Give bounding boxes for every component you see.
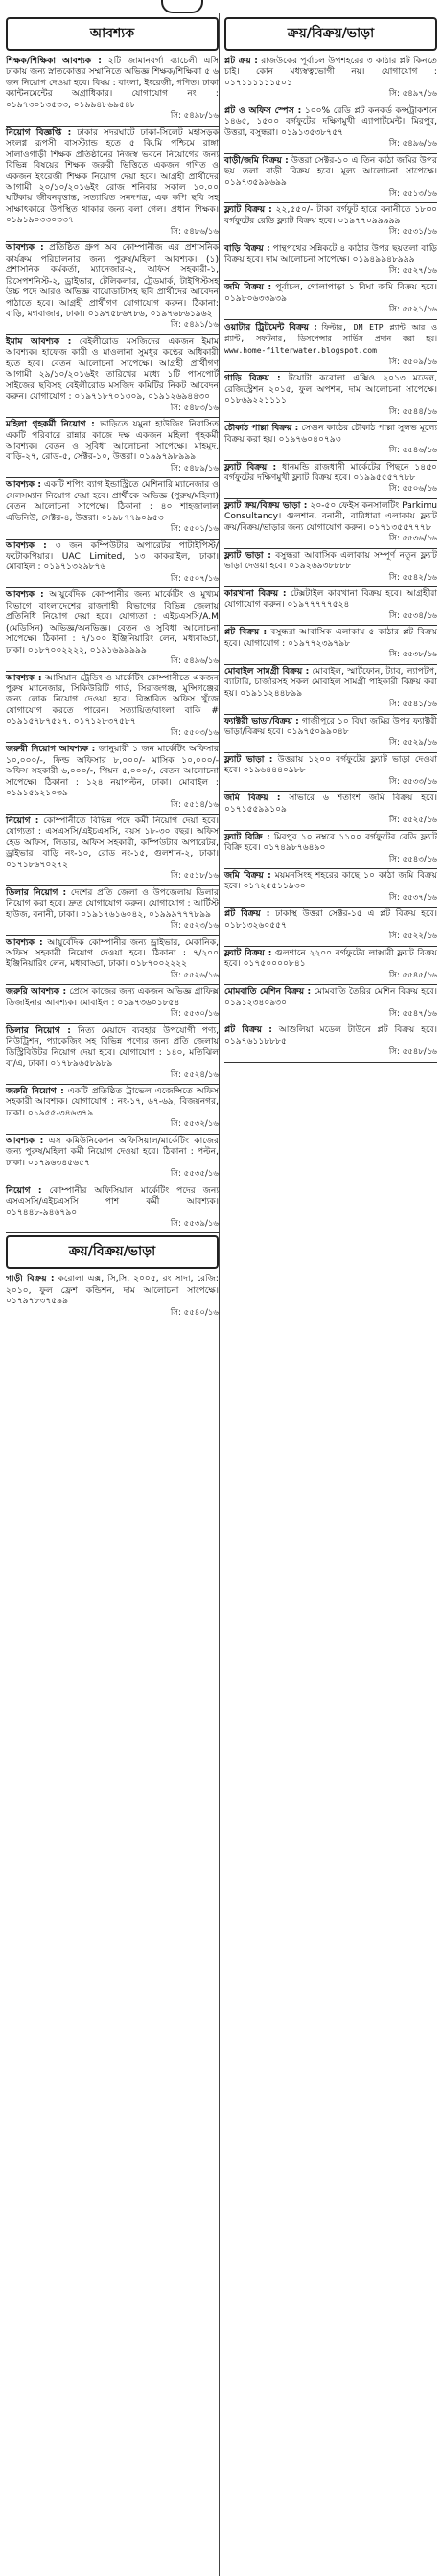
ad-category: বাড়ি বিক্রয় :	[224, 243, 270, 254]
ad-category: ফ্যাক্টরী ভাড়া/বিক্রয় :	[224, 716, 299, 726]
classified-ad	[224, 549, 437, 587]
ad-category: কারখানা বিক্রয় :	[224, 589, 287, 600]
classified-ad	[6, 743, 219, 815]
section-heading-buy-sell-rent: ক্রয়/বিক্রয়/ভাড়া	[224, 17, 437, 51]
classified-ad	[6, 335, 219, 418]
ad-text: করোলা এক্স, সি,সি, ২০০৫, রং সাদা, রেজি: ২০১০, ফুল ফ্রেশ কন্ডিশন, দাম আলোচনা সাপেক্ষে। ০১৭৯৭৮৩৭৫৯৯	[6, 1275, 219, 1307]
classified-ad	[224, 753, 437, 792]
ad-code: সি: ৫৫৪০/১৬	[170, 1307, 219, 1318]
ad-code: সি: ৫৫৩১/১৬	[388, 227, 437, 238]
ad-code: সি: ৫৫৩৫/১৬	[170, 1169, 219, 1180]
ad-category: গাড়ি বিক্রয় :	[224, 374, 281, 384]
ad-code: সি: ৫৫৩৪/১৬	[388, 610, 437, 621]
classified-ad	[224, 1024, 437, 1062]
ad-category: প্লট বিক্রয় :	[224, 909, 270, 920]
ad-category: ফ্ল্যাট ক্রয়/বিক্রয় ভাড়া :	[224, 500, 308, 511]
ad-text: এস কমিউনিকেশন অফিসিয়াল/মার্কেটিং কাজের জন্য পুরুষ/মহিলা কর্মী নিয়োগ দেওয়া হবে। ঠিকানা : পল্টন, ঢাকা। ০১৭৯৬৩৪৫৬৫৭	[6, 1136, 219, 1168]
ad-category: জমি বিক্রয় :	[224, 794, 281, 804]
ad-category: ফ্ল্যাট বিক্রয় :	[224, 205, 272, 216]
ad-code: সি: ৫৫৩২/১৬	[170, 1119, 219, 1130]
classified-ad	[224, 831, 437, 869]
ad-text: ১০০% রেডি প্লট কনকর্ড কন্সট্রাকশনে ১৪৬৫, ১৫০০ বর্গফুটের দক্ষিণমুখী এ্যাপার্টমেন্ট। মিরপুর, উত্তরা, বসুন্ধরা। ০১৯১৩৫৩৮৭৫৭	[224, 105, 437, 138]
ad-category: প্লট বিক্রয় :	[224, 1025, 272, 1036]
section-heading-buy-sell-rent-left: ক্রয়/বিক্রয়/ভাড়া	[6, 1235, 219, 1269]
ad-category: আবশ্যক :	[6, 243, 44, 254]
ad-code: সি: ৫৫২৪/১৬	[170, 1070, 219, 1080]
ad-code: সি: ৫৫০৬/১৬	[388, 484, 437, 494]
ad-text: একটি শপিং ব্যাগ ইন্ডাস্ট্রিতে মেশিনারি ম্যানেজার ও সেলসম্যান নিয়োগ দেয়া হবে। প্রার্থীকে অভিজ্ঞ (পুরুষ/মহিলা) বেতন আলোচনা সাপেক্ষে। ঠিকানা : ৪০ শাহজালাল এভিনিউ, সেক্টর-৪, উত্তরা। ০১৯৮৭৭৯০৯৫৩	[6, 480, 219, 523]
ad-code: সি: ৫৫৩৬/১৬	[388, 534, 437, 544]
classified-ad	[224, 372, 437, 422]
buy-sell-ads-list-left	[6, 1273, 219, 1322]
ad-code: সি: ৫৫২২/১৬	[388, 932, 437, 942]
ad-text: মোমবাতি তৈরির মেশিন বিক্রয় হবে। ০১৯১২৩৪০৯৩০	[224, 987, 437, 1008]
left-column	[6, 15, 219, 1322]
ad-text: ধানমন্ডি রাজধানী মার্কেটের পিছনে ১৪৫০ বর্গফুটের দক্ষিণমুখী ফ্ল্যাট বিক্রয় হবে। ০১৯৯৫৫৫৭৭৮৮	[224, 462, 437, 483]
ad-category: ফ্ল্যাট বিক্রয় :	[224, 462, 277, 472]
ad-code: সি: ৫৫২৩/১৬	[170, 921, 219, 932]
ad-category: মোমবাতি মেশিন বিক্রয় :	[224, 987, 312, 998]
ad-text: ২টি জামানবর্গা ব্যাচেলী এসি ঢাকায় জন্য স্নাতকোত্তর সম্মানিতে অভিজ্ঞ শিক্ষক/শিক্ষিকা ৫ ৬ জন নিয়োগ দেওয়া হবে। বিষয় : বাংলা, ইংরেজী, গণিত। ঢাকা ক্যান্টনমেন্টের অগ্রাধিকার। যোগাযোগ নং : ০১৯৭৩০১৩৫৩৩, ০১৯৯৪৮৬৯৫৪৮	[6, 57, 219, 110]
classified-ad	[224, 55, 437, 104]
ad-category: আবশ্যক :	[6, 480, 41, 491]
ad-code: সি: ৫৫৪৫/১৬	[388, 970, 437, 980]
ad-category: জমি বিক্রয় :	[224, 283, 272, 293]
classified-ad	[224, 626, 437, 664]
classified-ad	[6, 1135, 219, 1184]
classified-ad	[224, 792, 437, 830]
classified-ad	[224, 715, 437, 753]
classified-ad	[6, 886, 219, 936]
ad-code: সি: ৫৪৮৯/১৬	[170, 463, 219, 473]
ad-text: টেক্সটাইল কারখানা বিক্রয় হবে। আগ্রহীরা যোগাযোগ করুন। ০১৯৭৭৭৭৭৫২৪	[224, 589, 437, 610]
classified-ad	[6, 242, 219, 335]
ad-code: সি: ৫৫৪৮/১৬	[388, 1047, 437, 1058]
classified-ad	[224, 947, 437, 985]
classified-ad	[6, 588, 219, 671]
ad-text: প্রেসে কাজের জন্য একজন অভিজ্ঞ গ্রাফিক্স ডিজাইনার আবশ্যক। মোবাইল : ০১৯৭৩৬০১৮৫৪	[6, 987, 219, 1008]
ad-category: আবশ্যক :	[6, 590, 44, 601]
ad-text: আসিয়ান ট্রেডিং ও মার্কেটিং কোম্পানীতে একজন পুরুষ ম্যানেজার, সিকিউরিটি গার্ড, সিরাজগঞ্জ, মুন্সিগঞ্জের জন্য লোক নিয়োগ দেওয়া হবে। বিস্তারিত অফিস খুঁজে যোগাযোগ করতে পারেন। সত্যায়িত/বাংলা বাকি # ০১৯১৫৭৮৭৫২৭, ০১৭১২৮৩৭৫৮৭	[6, 673, 219, 727]
ad-code: সি: ৫৫০১/১৬	[170, 524, 219, 535]
ad-code: সি: ৫৫১৮/১৬	[170, 871, 219, 882]
classified-ad	[6, 985, 219, 1024]
classified-ad	[6, 1085, 219, 1135]
ad-text: মিরপুর ১০ নম্বরে ১১০০ বর্গফুটের রেডি ফ্ল্যাট বিক্রি হবে। ০১৭৪৯৮৭৬৪৯০	[224, 832, 437, 854]
ad-text: আশুলিয়া মডেল টাউনে প্লট বিক্রয় হবে। ০১৯৭৬১১৮৮৮৫	[224, 1025, 437, 1046]
ad-code: সি: ৫৪৯৬/১৬	[170, 656, 219, 667]
classified-ad	[224, 242, 437, 281]
ad-category: নিয়োগ বিজ্ঞপ্তি :	[6, 127, 72, 138]
classified-ad	[224, 281, 437, 319]
classified-ad	[224, 499, 437, 549]
ad-text: উত্তরায় ১২০০ বর্গফুটের ফ্ল্যাট ভাড়া দেওয়া হবে। ০১৯৬৪৪৪০৯৮৮	[224, 754, 437, 776]
ad-text: প্রতিষ্ঠিত গ্রুপ অব কোম্পানীজ এর প্রশাসনিক কার্যক্রম পরিচালনার জন্য পুরুষ/মহিলা আবশ্যক। (১) প্রশাসনিক কর্মকর্তা, ম্যানেজার-২, অফিস সহকারী-১, রিসেপশনিস্ট-২, ড্রাইভার, টেলিকলার, ট্রেডমার্ক, টাইপিস্টসহ উচ্চ পদে আরও অভিজ্ঞ বায়োডাটাসহ ছবি প্রার্থীদের আবেদন পাঠাতে হবে। আগ্রহী প্রার্থীগণ যোগাযোগ করুন। ঠিকানা: বাড়ি, মগবাজার, ঢাকা। ০১৯৭৫৮৬৭৮৬, ০১৯৭৬৮৬১৯৬২	[6, 243, 219, 319]
ad-category: আবশ্যক :	[6, 937, 43, 948]
ad-code: সি: ৫৫৪১/১৬	[388, 700, 437, 710]
ad-code: সি: ৫৫২৫/১৬	[388, 816, 437, 826]
ad-text: ৩ জন কম্পিউটার অপারেটর পাটাইপিস্ট/ফটোকপিয়ার। UAC Limited, ১৩ কাকরাইল, ঢাকা। মোবাইল : ০১৯৭১৩২৯৮৭৬	[6, 540, 219, 573]
ad-text: ফিল্টার, DM ETP প্ল্যান্ট আর ও প্ল্যান্ট, সফটনার, ডিসপেন্সার সার্ভিস প্রদান করা হয়। www.home-filterwater.blogspot.com	[224, 322, 437, 356]
ad-category: চৌকাঠ পাল্লা বিক্রয় :	[224, 424, 299, 434]
ad-text: বেইলীরোড মসজিদের একজন ইমাম আবশ্যক। হাফেজ কারী ও মাওলানা সুমধুর কণ্ঠের অধিকারী হতে হবে। বেতন আলোচনা সাপেক্ষে। আগ্রহী প্রার্থীগণ আগামী ২৯/১০/২০১৬ইং তারিখের মধ্যে ১টি পাসপোর্ট সাইজের ছবিসহ বেইলীরোড মসজিদ কমিটির নিকট আবেদন করুন। যোগাযোগ : ০১৯৭১৮৭০১৩০৯, ০১৯১২৬৯৪৪৩০	[6, 336, 219, 402]
ad-category: জরুরি নিয়োগ :	[6, 1086, 64, 1096]
ad-text: মোবাইল, স্মার্টফোন, ট্যাব, ল্যাপটপ, ব্যাটারি, চার্জারসহ সকল মোবাইল সামগ্রী পাইকারী বিক্রয় করা হয়। ০১৯১১২৪৪৮৯৯	[224, 666, 437, 699]
ad-category: মহিলা গৃহকর্মী নিয়োগ :	[6, 420, 95, 430]
ad-category: প্লট বিক্রয় :	[224, 628, 268, 638]
ad-category: ওয়াটার ট্রিটমেন্ট বিক্রয় :	[224, 322, 317, 333]
ad-category: ফ্ল্যাট ভাড়া :	[224, 550, 271, 561]
buy-sell-ads-list	[224, 55, 437, 1063]
classified-ad	[224, 587, 437, 626]
ad-category: নিয়োগ :	[6, 816, 39, 826]
classified-ad	[224, 869, 437, 908]
ad-text: ঢাকাস্থ উত্তরা সেক্টর-১৫ এ প্লট বিক্রয় হবে। ০১৮১৩২৬০৫৫৭	[224, 909, 437, 931]
ad-category: আবশ্যক :	[6, 673, 42, 683]
ad-code: সি: ৫৪৮৩/১৬	[170, 402, 219, 413]
ad-code: সি: ৫৫০৩/১৬	[170, 727, 219, 738]
classified-ad	[224, 985, 437, 1024]
column-divider	[219, 13, 220, 2576]
classified-ad	[6, 540, 219, 589]
ad-code: সি: ৫৫৪৩/১৬	[388, 854, 437, 864]
classified-ad	[6, 815, 219, 886]
ad-text: ময়মনসিংহ শহরের কাছে ১০ কাঠা জমি বিক্রয় হবে। ০১৭২৫৫১১৯৩০	[224, 871, 437, 892]
classified-ad	[6, 126, 219, 242]
ad-category: নিয়োগ :	[6, 1185, 42, 1196]
ad-code: সি: ৫৫৪৬/১৬	[388, 446, 437, 456]
classified-ad	[224, 461, 437, 499]
ad-code: সি: ৫৫৩৩/১৬	[388, 776, 437, 787]
ad-text: ২২,৫৫০/- টাকা বর্গফুট হারে বনানীতে ১৮০০ বর্গফুটের রেডি ফ্ল্যাট বিক্রয় হবে। ০১৯৭৭০৯৯৯৯৯	[224, 205, 437, 226]
ad-text: সেগুন কাঠের চৌকাঠ পাল্লা সুলভ মূল্যে বিক্রয় করা হয়। ০১৯৭৬০৪০৭৯৩	[224, 424, 437, 445]
ad-text: সাভারে ৬ শতাংশ জমি বিক্রয় হবে। ০১৭১৫৫৯৯১০৯	[224, 794, 437, 815]
classified-ad	[6, 478, 219, 539]
classified-ad	[224, 665, 437, 715]
header-strip	[0, 0, 443, 13]
ad-code: সি: ৫৫১৪/১৬	[170, 799, 219, 810]
classified-ad	[6, 1184, 219, 1234]
ad-category: শিক্ষক/শিক্ষিকা আবশ্যক :	[6, 57, 102, 66]
ad-text: আয়ুর্বেদিক কোম্পানীর জন্য মার্কেটিং ও মুখ্যম বিভাগে বাংলাদেশের রাজশাহী বিভাগের বিভিন্ন জেলায় প্রতিনিধি নিয়োগ দেয়া হবে। যোগ্যতা : এইচএসসি/A.M (মেডিসিন) অভিজ্ঞ/অনভিজ্ঞ। বেতন ও সুবিধা আলোচনা সাপেক্ষে। ঠিকানা : ৭/১০০ ইঞ্জিনিয়ারিং লেন, মধ্যবাড্ডা, ঢাকা। ০১৮৭০০২২২২, ০১৯১৬৯৯৯৯৯	[6, 590, 219, 656]
ad-category: গাড়ী বিক্রয় :	[6, 1275, 55, 1285]
ad-text: পান্থপথের সন্নিকটে ৪ কাঠার উপর ছয়তলা বাড়ি বিক্রয় হবে। দাম আলোচনা সাপেক্ষে। ০১৯৪৯৯৪৮৯৯৯	[224, 243, 437, 265]
ad-category: বাড়ী/জমি বিক্রয় :	[224, 155, 289, 166]
classified-ad	[224, 422, 437, 460]
ad-category: জরুরি আবশ্যক :	[6, 987, 67, 998]
ad-category: ফ্ল্যাট বিক্রি :	[224, 832, 270, 842]
ad-code: সি: ৫৫২৭/১৬	[388, 265, 437, 276]
ad-code: সি: ৫৫২১/১৬	[388, 305, 437, 315]
ad-text: বসুন্ধরা আবাসিক এলাকায় ৫ কাঠার প্লট বিক্রয় হবে। যোগাযোগ : ০১৯৭৭২৩৯৭৯৮	[224, 628, 437, 649]
ad-code: সি: ৫৪৯৮/১৬	[170, 111, 219, 122]
ad-category: ইমাম আবশ্যক :	[6, 336, 72, 347]
ad-text: ২০-৫০ ফেইস কনসালটিং Parkimu Consultancy। গুলশান, বনানী, বারিধারা এলাকায় ফ্ল্যাট ক্রয়/বিক্রয়/ভাড়ার জন্য যোগাযোগ করুন। ০১৭১৩৫৫৭৭৭৮	[224, 500, 437, 533]
ad-code: সি: ৫৪৯৬/১৬	[388, 139, 437, 150]
ad-code: সি: ৫৫৩৮/১৬	[388, 650, 437, 660]
ad-code: সি: ৫৫৩৯/১৬	[170, 1218, 219, 1229]
ad-code: সি: ৫৫৩০/১৬	[170, 1009, 219, 1020]
classified-ad	[6, 55, 219, 126]
classified-ad	[224, 154, 437, 204]
ad-text: ঢাকার সদরঘাটে ঢাকা-সিলেট মহাসড়ক সংলগ্ন রূপসী বাসস্ট্যান্ড হতে ৫ কি.মি পশ্চিমে রাঙ্গা সালাওগাড়ী শিক্ষক প্রতিষ্ঠানের নিজস্ব ভবনে নিয়োগের জন্য বিভিন্ন বিষয়ের শিক্ষক জরুরী ভিত্তিতে একজন গণিত ও একজন ইংরেজী শিক্ষক নিয়োগ দেয়া হবে। আগ্রহী প্রার্থীদের আগামী ২০/১০/২০১৬ইং রোজ শনিবার সকাল ১০.০০ ঘটিকায় জীবনবৃত্তান্ত, সত্যায়িত সনদপত্র, এক কপি ছবি সহ সাক্ষাৎকারে উপস্থিত থাকার জন্য বলা গেল। প্রধান শিক্ষক। ০১৯১৯০৩৩০৩৩৭	[6, 127, 219, 226]
section-heading-wanted: আবশ্যক	[6, 17, 219, 51]
ad-code: সি: ৫৫২৬/১৬	[170, 970, 219, 980]
ad-text: ভাড়িতে যমুনা হাউজিং নিবাসিত একটি পরিবারে রান্নার কাজে দক্ষ একজন মহিলা গৃহকর্মী আবশ্যক। বেতন ও সুবিধা আলোচনা সাপেক্ষে। মাহমুদ, বাড়ি-২৭, রোড-৫, সেক্টর-১০, উত্তরা। ০১৯৯৭৯৮৯৯৯	[6, 420, 219, 463]
ad-text: গুলশানে ২২০০ বর্গফুটের লাক্সারী ফ্ল্যাট বিক্রয় হবে। ০১৭৫০০০০৮৪১	[224, 948, 437, 970]
ad-category: ফ্ল্যাট বিক্রয় :	[224, 948, 272, 958]
ad-text: টয়োটা করোলা এক্সিও ২০১৩ মডেল, রেজিস্ট্রেশন ২০১৫, ফুল অপশন, দাম আলোচনা সাপেক্ষে। ০১৮৬৯২২১১১১	[224, 374, 437, 406]
ad-text: কোম্পানীর অফিসিয়াল মার্কেটিং পদের জন্য এসএসসি/এইচএসসি পাশ কর্মী আবশ্যক। ০১৭৪৪৮-৯৪৬৭৯০	[6, 1185, 219, 1218]
ad-category: ডিলার নিয়োগ :	[6, 1025, 71, 1036]
classified-ad	[224, 203, 437, 242]
ad-code: সি: ৫৫০৭/১৬	[170, 573, 219, 584]
ad-category: জমি বিক্রয় :	[224, 871, 271, 881]
ad-text: একটি প্রতিষ্ঠিত ট্রাভেল এজেন্সিতে অফিস সহকারী আবশ্যক। যোগাযোগ : নং-১৭, ৬৭-৬৯, বিজয়নগর, ঢাকা। ০১৯৫৫-৩৪৬৩৭৯	[6, 1086, 219, 1118]
classified-ad	[224, 320, 437, 373]
ad-category: মোবাইল সামগ্রী বিক্রয় :	[224, 666, 310, 677]
ad-category: আবশ্যক :	[6, 1136, 44, 1146]
classified-ad	[6, 1273, 219, 1322]
ad-category: ডিলার নিয়োগ :	[6, 887, 67, 898]
classified-ad	[6, 1024, 219, 1085]
ad-text: বসুন্ধরা আবাসিক এলাকায় সম্পূর্ণ নতুন ফ্ল্যাট ভাড়া দেওয়া হবে। ০১৯২৬৯৩৮৮৮৮	[224, 550, 437, 572]
classified-ad	[224, 908, 437, 946]
ad-category: ফ্ল্যাট ভাড়া :	[224, 754, 273, 765]
ad-text: নিত্য মেয়াদে ব্যবহার উপযোগী পণ্য, নিউট্রিশন, প্যাকেজিং সহ বিভিন্ন পণ্যের জন্য প্রতি জেলায় ডিস্ট্রিবিউটর নিয়োগ দেয়া হবে। যোগাযোগ : ১৪০, মতিঝিল বা/এ, ঢাকা। ০১৭৮৯৬৫৮৯৮৯	[6, 1025, 219, 1070]
ad-text: গাজীপুরে ১০ বিঘা জমির উপর ফ্যাক্টরী ভাড়া/বিক্রয় হবে। ০১৯৭৫০৯৯০৪৮	[224, 716, 437, 738]
ad-code: সি: ৫৫০৯/১৬	[388, 356, 437, 367]
ad-text: দেশের প্রতি জেলা ও উপজেলায় ডিলার নিয়োগ করা হবে। দ্রুত যোগাযোগ করুন। যোগাযোগ : আর্টিস্ট হাউজ, বনানী, ঢাকা। ০১৯১৭৬১৬০৪২, ০১৯৯৯৭৭৭৮৯৯	[6, 887, 219, 920]
ad-text: রাজউকের পূর্বাচল উপশহরের ৩ কাঠার প্লট কিনতে চাই। কোন মধ্যস্বত্বভোগী নয়। যোগাযোগ : ০১৭১১১১১১৫০১	[224, 57, 437, 88]
ad-text: কোম্পানীতে বিভিন্ন পদে কর্মী নিয়োগ দেয়া হবে। যোগ্যতা : এসএসসি/এইচএসসি, বয়স ১৮-৩০ বছর। অফিস হেড অফিস, লিডার, অফিস সহকারী, কম্পিউটার অপারেটর, ড্রাইভার। বাড়ি নং-১০, রোড নং-১৫, গুলশান-২, ঢাকা। ০১৭১৮৬৭০২৭২	[6, 816, 219, 870]
classified-ad	[6, 672, 219, 744]
header-ornament	[161, 0, 203, 13]
ad-code: সি: ৫৫৪৪/১৬	[388, 406, 437, 417]
ad-code: সি: ৫৫২৯/১৬	[388, 738, 437, 748]
right-column	[224, 15, 437, 1063]
ad-category: আবশ্যক :	[6, 540, 47, 551]
ad-text: উত্তরা সেক্টর-১০ এ তিন কাঠা জমির উপর ছয় তলা বাড়ী বিক্রয় হবে। মূল্য আলোচনা সাপেক্ষে। ০১৯৭৩৫৯৯৬৯৯	[224, 155, 437, 188]
ad-category: প্লট ও অফিস স্পেস :	[224, 105, 302, 116]
ad-code: সি: ৫৪৮৬/১৬	[170, 226, 219, 237]
classified-ad	[6, 936, 219, 986]
ad-code: সি: ৫৫৪২/১৬	[388, 572, 437, 583]
wanted-ads-list	[6, 55, 219, 1233]
ad-text: পূর্বাচল, গোলাপাড়া ১ বিঘা জমি বিক্রয় হবে। ০১৯৮০৬৩৩৯৩৯	[224, 283, 437, 304]
classified-ad	[6, 418, 219, 478]
ad-category: জরুরী নিয়োগ আবশ্যক :	[6, 745, 96, 755]
ad-code: সি: ৫৫৩৭/১৬	[388, 892, 437, 903]
ad-code: সি: ৫৪৯১/১৬	[170, 320, 219, 331]
ad-code: সি: ৫৫৪৭/১৬	[388, 1008, 437, 1019]
classified-ad	[224, 104, 437, 154]
ad-text: জানুয়ারী ১ জন মার্কেটিং অফিসার ১০,০০০/-, ফিল্ড অফিসার ৮,০০০/- মাসিক ১০,০০০/- অফিস সহকারী ৬,০০০/-, পিয়ন ৫,০০০/-, বেতন আলোচনা সাপেক্ষে। ঠিকানা : ১২৪ নয়াপল্টন, ঢাকা। মোবাইল : ০১৯১৫৯২১০৩৯	[6, 745, 219, 799]
ad-text: আয়ুর্বেদিক কোম্পানীর জন্য ড্রাইভার, মেকানিক, অফিস সহকারী নিয়োগ দেওয়া হবে। ঠিকানা : ৭/২০০ ইঞ্জিনিয়ারিং লেন, মধ্যবাড্ডা, ঢাকা। ০১৮৭০০২২২২	[6, 937, 219, 970]
ad-category: প্লট ক্রয় :	[224, 57, 258, 66]
ad-code: সি: ৫৪৯৭/১৬	[388, 89, 437, 100]
ad-code: সি: ৫৫১৩/১৬	[388, 188, 437, 198]
